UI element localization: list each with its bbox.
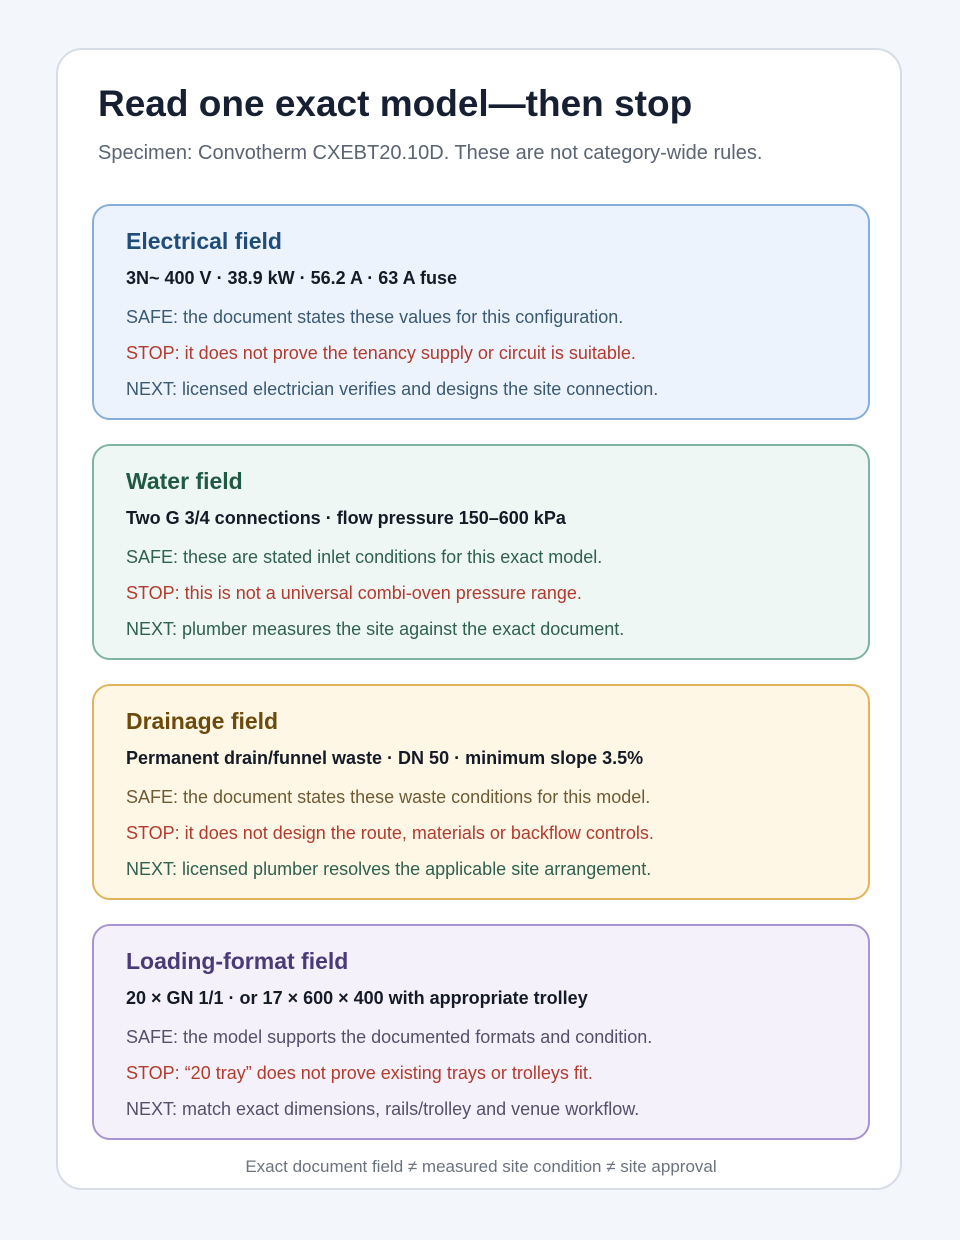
page-title: Read one exact model—then stop [98,83,693,124]
card-next-line: NEXT: plumber measures the site against the exact document. [126,619,625,639]
card-heading: Drainage field [126,708,279,734]
water-field-card [92,444,870,660]
card-spec: 20 × GN 1/1 · or 17 × 600 × 400 with appropriate trolley [126,988,588,1008]
electrical-field-card [92,204,870,420]
card-heading: Electrical field [126,228,282,254]
page-subtitle: Specimen: Convotherm CXEBT20.10D. These are not category-wide rules. [98,142,763,164]
card-stop-line: STOP: “20 tray” does not prove existing trays or trolleys fit. [126,1063,593,1083]
card-spec: Two G 3/4 connections · flow pressure 150–600 kPa [126,508,566,528]
card-next-line: NEXT: licensed electrician verifies and designs the site connection. [126,379,659,399]
drainage-field-card [92,684,870,900]
card-safe-line: SAFE: these are stated inlet conditions for this exact model. [126,547,603,567]
card-stop-line: STOP: this is not a universal combi-oven pressure range. [126,583,582,603]
card-heading: Water field [126,468,243,494]
card-next-line: NEXT: licensed plumber resolves the applicable site arrangement. [126,859,652,879]
footer-note: Exact document field ≠ measured site condition ≠ site approval [245,1157,717,1176]
card-safe-line: SAFE: the document states these values for this configuration. [126,307,624,327]
card-spec: Permanent drain/funnel waste · DN 50 · minimum slope 3.5% [126,748,644,768]
card-safe-line: SAFE: the document states these waste conditions for this model. [126,787,651,807]
card-stop-line: STOP: it does not prove the tenancy supply or circuit is suitable. [126,343,636,363]
loading-format-field-card [92,924,870,1140]
card-next-line: NEXT: match exact dimensions, rails/trolley and venue workflow. [126,1099,640,1119]
card-safe-line: SAFE: the model supports the documented formats and condition. [126,1027,653,1047]
card-spec: 3N~ 400 V · 38.9 kW · 56.2 A · 63 A fuse [126,268,457,288]
card-heading: Loading-format field [126,948,349,974]
document-page [56,48,902,1190]
card-stop-line: STOP: it does not design the route, materials or backflow controls. [126,823,654,843]
